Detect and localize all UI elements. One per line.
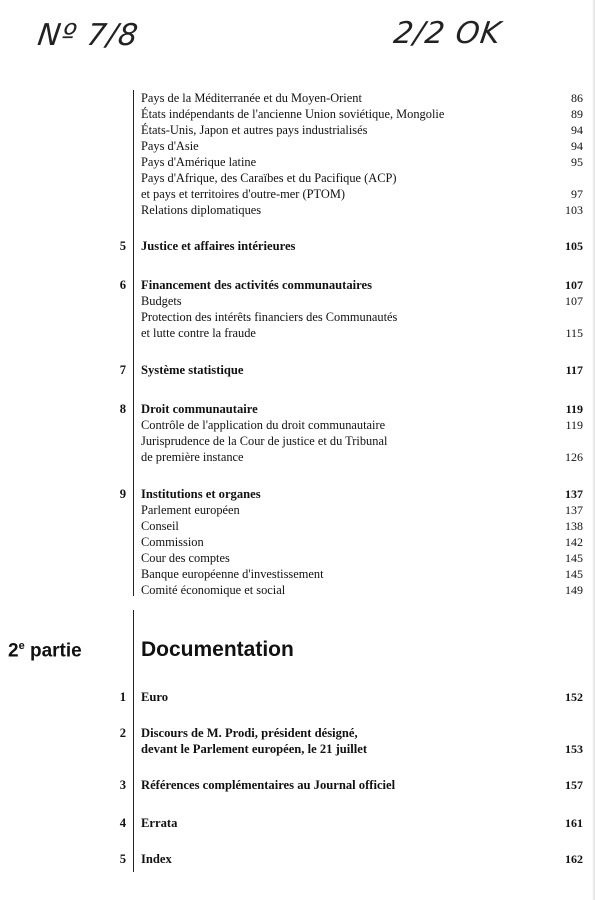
- section-number: 5: [119, 239, 126, 253]
- toc-entry-title: Errata: [141, 816, 178, 830]
- toc-entry-title: Budgets: [141, 294, 182, 308]
- toc-page-number: 119: [565, 402, 583, 416]
- section-number: 1: [119, 690, 126, 704]
- toc-page-number: 126: [565, 450, 583, 464]
- toc-page-number: 138: [565, 519, 583, 533]
- toc-entry-title: de première instance: [141, 450, 244, 464]
- toc-entry: [141, 202, 583, 218]
- toc-entry-title: États indépendants de l'ancienne Union soviétique, Mongolie: [141, 107, 445, 121]
- section-number: 4: [119, 816, 126, 830]
- section-number: 6: [119, 278, 126, 292]
- toc-page-number: 161: [565, 816, 583, 830]
- toc-page-number: 145: [565, 567, 583, 581]
- toc-entry-title: Institutions et organes: [141, 487, 261, 501]
- toc-entry-title: Pays d'Amérique latine: [141, 155, 257, 169]
- toc-page-number: 137: [565, 503, 583, 517]
- toc-page-number: 107: [565, 278, 583, 292]
- toc-section-heading: [141, 725, 583, 741]
- toc-entry-title: Système statistique: [141, 363, 244, 377]
- toc-entry-title: Commission: [141, 535, 204, 549]
- toc-entry: [141, 309, 583, 325]
- toc-entry-title: et lutte contre la fraude: [141, 326, 256, 340]
- toc-section-heading: [141, 741, 583, 757]
- toc-page-number: 105: [565, 239, 583, 253]
- toc-page-number: 142: [565, 535, 583, 549]
- section-number: 2: [119, 726, 126, 740]
- toc-section-heading: [141, 362, 583, 378]
- toc-page-number: 95: [571, 155, 583, 169]
- toc-entry-title: Cour des comptes: [141, 551, 230, 565]
- section-number: 5: [119, 852, 126, 866]
- toc-entry: [141, 582, 583, 598]
- toc-page-number: 153: [565, 742, 583, 756]
- vertical-rule-bottom: [133, 610, 134, 872]
- toc-entry-title: Euro: [141, 690, 169, 704]
- part-label: 2e partie: [8, 640, 82, 662]
- toc-entry-title: Jurisprudence de la Cour de justice et du Tribunal: [141, 434, 388, 448]
- toc-entry: [141, 502, 583, 518]
- vertical-rule-top: [133, 90, 134, 596]
- toc-entry-title: Relations diplomatiques: [141, 203, 262, 217]
- toc-entry: [141, 106, 583, 122]
- toc-entry-title: Protection des intérêts financiers des Communautés: [141, 310, 398, 324]
- toc-entry: [141, 518, 583, 534]
- toc-entry: [141, 433, 583, 449]
- toc-entry-title: États-Unis, Japon et autres pays industrialisés: [141, 123, 368, 137]
- toc-page-number: 107: [565, 294, 583, 308]
- toc-page-number: 89: [571, 107, 583, 121]
- toc-page-number: 162: [565, 852, 583, 866]
- toc-entry-title: Discours de M. Prodi, président désigné,: [141, 726, 358, 740]
- toc-page-number: 149: [565, 583, 583, 597]
- toc-entry: [141, 122, 583, 138]
- toc-entry-title: et pays et territoires d'outre-mer (PTOM): [141, 187, 345, 201]
- toc-entry-title: Références complémentaires au Journal officiel: [141, 778, 396, 792]
- toc-section-heading: [141, 777, 583, 793]
- toc-entry-title: Contrôle de l'application du droit communautaire: [141, 418, 386, 432]
- toc-entry: [141, 186, 583, 202]
- toc-entry: [141, 417, 583, 433]
- toc-entry: [141, 293, 583, 309]
- toc-page-number: 94: [571, 123, 583, 137]
- section-number: 3: [119, 778, 126, 792]
- toc-page-number: 86: [571, 91, 583, 105]
- toc-page-number: 97: [571, 187, 583, 201]
- handwritten-note-right: 2/2 OK: [391, 16, 504, 51]
- section-number: 7: [119, 363, 126, 377]
- toc-entry-title: devant le Parlement européen, le 21 juillet: [141, 742, 368, 756]
- toc-entry-title: Index: [141, 852, 172, 866]
- toc-entry: [141, 90, 583, 106]
- toc-entry: [141, 449, 583, 465]
- part-title: Documentation: [141, 638, 294, 661]
- toc-entry-title: Droit communautaire: [141, 402, 258, 416]
- toc-section-heading: [141, 689, 583, 705]
- toc-entry: [141, 550, 583, 566]
- toc-entry: [141, 154, 583, 170]
- toc-entry: [141, 566, 583, 582]
- section-number: 8: [119, 402, 126, 416]
- toc-page-number: 119: [565, 418, 583, 432]
- toc-page-number: 145: [565, 551, 583, 565]
- toc-entry-title: Parlement européen: [141, 503, 240, 517]
- toc-entry: [141, 325, 583, 341]
- toc-entry: [141, 138, 583, 154]
- toc-entry-title: Pays de la Méditerranée et du Moyen-Orient: [141, 91, 362, 105]
- toc-section-heading: [141, 401, 583, 417]
- toc-entry-title: Justice et affaires intérieures: [141, 239, 296, 253]
- toc-page-number: 94: [571, 139, 583, 153]
- toc-page-number: 157: [565, 778, 583, 792]
- toc-section-heading: [141, 238, 583, 254]
- toc-page-number: 152: [565, 690, 583, 704]
- toc-section-heading: [141, 277, 583, 293]
- toc-page-number: 115: [565, 326, 583, 340]
- toc-entry-title: Comité économique et social: [141, 583, 286, 597]
- toc-section-heading: [141, 815, 583, 831]
- toc-page-number: 103: [565, 203, 583, 217]
- toc-page-number: 117: [565, 363, 583, 377]
- toc-section-heading: [141, 486, 583, 502]
- toc-entry-title: Financement des activités communautaires: [141, 278, 372, 292]
- section-number: 9: [119, 487, 126, 501]
- toc-entry: [141, 534, 583, 550]
- toc-entry-title: Banque européenne d'investissement: [141, 567, 324, 581]
- toc-entry-title: Pays d'Afrique, des Caraïbes et du Pacifique (ACP): [141, 171, 397, 185]
- toc-entry: [141, 170, 583, 186]
- toc-entry-title: Pays d'Asie: [141, 139, 199, 153]
- toc-section-heading: [141, 851, 583, 867]
- toc-entry-title: Conseil: [141, 519, 179, 533]
- handwritten-note-left: Nº 7/8: [35, 18, 141, 53]
- toc-page-number: 137: [565, 487, 583, 501]
